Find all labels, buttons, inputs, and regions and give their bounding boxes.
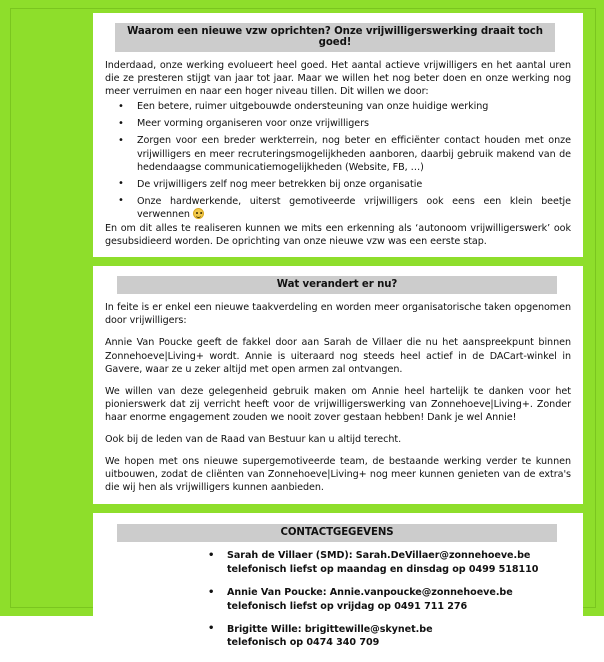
contact-name-email: Annie Van Poucke: Annie.vanpoucke@zonnehoeve.be <box>227 587 513 599</box>
list-item <box>105 195 571 221</box>
contact-list <box>105 549 571 649</box>
contact-phone: telefonisch liefst op maandag en dinsdag op 0499 518110 <box>227 563 539 575</box>
contact-name-email: Brigitte Wille: brigittewille@skynet.be <box>227 623 433 635</box>
section-why-new-vzw <box>93 13 583 257</box>
section-two-banner: Wat verandert er nu? <box>117 276 557 294</box>
section-two-paragraph-1: In feite is er enkel een nieuwe taakverdeling en worden meer organisatorische taken opgenomen door vrijwilligers: <box>105 302 571 327</box>
list-item <box>105 178 571 191</box>
contact-phone: telefonisch op 0474 340 709 <box>227 637 380 649</box>
contact-phone: telefonisch liefst op vrijdag op 0491 711 276 <box>227 600 468 612</box>
bullet-text: De vrijwilligers zelf nog meer betrekken bij onze organisatie <box>137 178 423 190</box>
bullet-text: Meer vorming organiseren voor onze vrijwilligers <box>137 118 370 130</box>
section-one-intro-paragraph: Inderdaad, onze werking evolueert heel goed. Het aantal actieve vrijwilligers en het aantal uren die ze presteren stijgt van jaar tot jaar. Maar we willen het nog beter doen en onze werking nog meer verruimen en naar een hoger niveau tillen. Dit willen we door: <box>105 60 571 98</box>
section-one-closing-paragraph: En om dit alles te realiseren kunnen we mits een erkenning als ‘autonoom vrijwilligerswerk’ ook gesubsidieerd worden. De oprichting van onze nieuwe vzw was een eerste stap. <box>105 223 571 248</box>
list-item <box>105 100 571 113</box>
section-one-banner: Waarom een nieuwe vzw oprichten? Onze vrijwilligerswerking draait toch goed! <box>115 23 555 52</box>
smiley-face-icon <box>193 208 204 219</box>
list-item <box>105 134 571 173</box>
section-two-paragraph-5: We hopen met ons nieuwe supergemotiveerde team, de bestaande werking verder te kunnen uitbouwen, zodat de cliënten van Zonnehoeve|Living+ nog meer kunnen genieten van de extra's die wij hen als vrijwilligers kunnen aanbieden. <box>105 456 571 494</box>
section-what-changes <box>93 266 583 504</box>
list-item <box>105 549 571 576</box>
section-two-paragraph-4: Ook bij de leden van de Raad van Bestuur kan u altijd terecht. <box>105 433 402 445</box>
section-two-paragraph-2: Annie Van Poucke geeft de fakkel door aan Sarah de Villaer die nu het aanspreekpunt binnen Zonnehoeve|Living+ wordt. Annie is uiteraard nog steeds heel actief in de DACart-winkel in Gavere, waar ze u zeker altijd met open armen zal ontvangen. <box>105 337 571 375</box>
green-frame <box>10 8 596 649</box>
section-one-bullet-list <box>105 100 571 221</box>
bullet-text: Een betere, ruimer uitgebouwde ondersteuning van onze huidige werking <box>137 101 489 113</box>
section-contact-details <box>93 513 583 661</box>
panel-divider <box>15 257 591 266</box>
panel-divider <box>15 504 591 513</box>
list-item <box>105 623 571 650</box>
bullet-text: Zorgen voor een breder werkterrein, nog beter en efficiënter contact houden met onze vrijwilligers en meer recruteringsmogelijkheden aanboren, daarbij gebruik makend van de hedendaagse communicatiemogelijkheden (Website, FB, …) <box>137 135 571 173</box>
contact-name-email: Sarah de Villaer (SMD): Sarah.DeVillaer@zonnehoeve.be <box>227 550 531 562</box>
list-item <box>105 117 571 130</box>
bullet-text: Onze hardwerkende, uiterst gemotiveerde vrijwilligers ook eens een klein beetje verwennen <box>137 195 571 220</box>
section-three-banner: CONTACTGEGEVENS <box>117 524 557 542</box>
list-item <box>105 586 571 613</box>
section-two-paragraph-3: We willen van deze gelegenheid gebruik maken om Annie heel hartelijk te danken voor het pionierswerk dat zij verricht heeft voor de vrijwilligerswerking van Zonnehoeve|Living+. Zonder haar enorme engagement zouden we nooit zover gestaan hebben! Dank je wel Annie! <box>105 385 571 423</box>
